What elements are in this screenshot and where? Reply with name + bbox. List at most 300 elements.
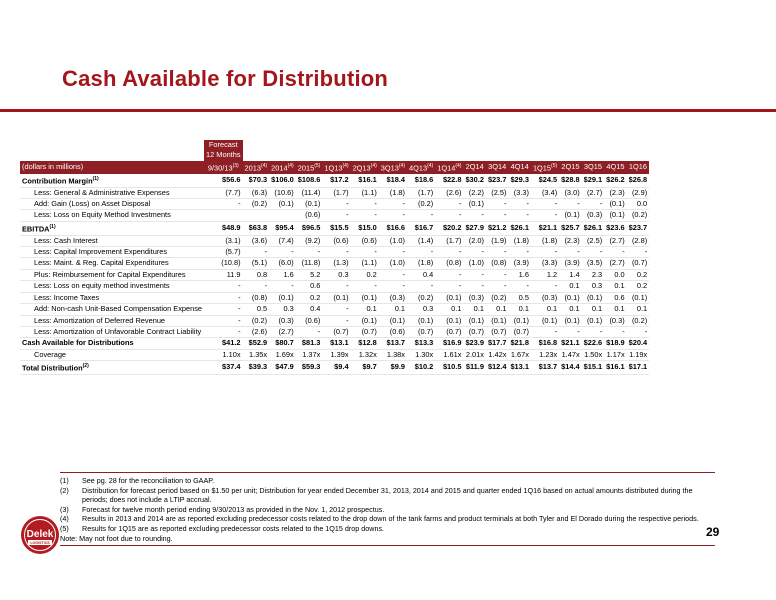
table-cell: (3.1) (204, 235, 243, 246)
table-cell: (0.6) (351, 235, 379, 246)
table-cell: $18.4 (379, 174, 407, 187)
table-row (20, 269, 649, 280)
column-header: 4Q15 (604, 161, 627, 174)
table-cell: - (627, 247, 650, 258)
table-cell: - (204, 315, 243, 326)
table-cell: $10.5 (435, 361, 463, 375)
table-cell: $52.9 (243, 338, 270, 349)
footnotes (60, 472, 715, 546)
table-cell: $48.9 (204, 221, 243, 235)
table-cell: $9.7 (351, 361, 379, 375)
column-header: 1Q13$^{(4)}$ (324, 162, 349, 173)
table-cell: $21.1 (561, 338, 580, 348)
table-cell: (3.4) (531, 187, 559, 198)
column-header: 3Q13$^{(4)}$ (380, 162, 405, 173)
table-cell: $16.9 (435, 338, 463, 349)
table-cell: $26.8 (627, 174, 650, 187)
footnote-item (60, 514, 715, 524)
table-cell: (0.1) (604, 210, 627, 221)
table-cell: (0.1) (463, 198, 486, 209)
table-cell: 2.3 (582, 269, 605, 280)
table-row (20, 349, 649, 360)
table-cell: (2.0) (463, 235, 486, 246)
table-cell: $18.6 (407, 174, 435, 187)
table-cell: 1.47x (559, 349, 582, 360)
table-cell: $10.2 (407, 361, 435, 375)
table-cell: (2.7) (604, 258, 627, 269)
table-cell: $23.7 (486, 174, 509, 187)
table-cell: (0.7) (407, 326, 435, 337)
table-cell: 1.37x (296, 349, 323, 360)
table-cell: (0.1) (407, 315, 435, 326)
footnote-item (60, 505, 715, 515)
forecast-line2: 12 Months (206, 150, 241, 160)
table-cell: 1.69x (269, 349, 296, 360)
table-cell: 0.5 (508, 292, 531, 303)
table-cell: (2.3) (604, 187, 627, 198)
table-cell: - (407, 281, 435, 292)
table-cell: $9.4 (322, 361, 350, 375)
table-cell: (2.7) (582, 187, 605, 198)
table-cell: $27.9 (463, 221, 486, 235)
table-cell: - (435, 210, 463, 221)
table-cell: 0.2 (351, 269, 379, 280)
table-cell: (3.5) (582, 258, 605, 269)
table-cell: (5.7) (204, 247, 243, 258)
table-cell: $21.8 (510, 338, 529, 348)
table-cell: (0.7) (322, 326, 350, 337)
table-cell: 0.1 (463, 304, 486, 315)
table-cell: - (322, 198, 350, 209)
table-cell: (2.7) (269, 326, 296, 337)
table-cell: $15.1 (582, 361, 605, 375)
table-cell: (3.9) (559, 258, 582, 269)
table-cell: (11.8) (296, 258, 323, 269)
table-cell: (2.6) (243, 326, 270, 337)
table-cell: (0.8) (486, 258, 509, 269)
table-cell: (7.4) (269, 235, 296, 246)
table-cell: $12.4 (486, 361, 509, 375)
table-cell: - (531, 210, 559, 221)
table-cell: $13.3 (407, 338, 435, 349)
table-cell: (3.3) (508, 187, 531, 198)
row-label: Less: Maint. & Reg. Capital Expenditures (20, 258, 204, 269)
table-cell: 0.0 (604, 269, 627, 280)
table-cell: $106.0 (269, 174, 296, 187)
table-cell: - (204, 326, 243, 337)
table-cell: $30.2 (463, 174, 486, 187)
table-row (20, 187, 649, 198)
table-cell: $47.9 (269, 361, 296, 375)
table-cell: - (486, 281, 509, 292)
table-cell: - (435, 247, 463, 258)
table-cell: (0.2) (627, 210, 650, 221)
table-cell: (3.0) (559, 187, 582, 198)
table-cell: (0.1) (486, 315, 509, 326)
table-cell: (0.1) (627, 292, 650, 303)
table-cell: - (322, 315, 350, 326)
table-cell: (0.1) (296, 198, 323, 209)
table-row (20, 221, 649, 235)
footnote-text: Results in 2013 and 2014 are as reported excluding predecessor costs related to the drop down of the tank farms and product terminals at both Tyler and El Dorado during the respective periods. (82, 514, 699, 524)
table-cell: $9.9 (379, 361, 407, 375)
table-cell: 0.1 (379, 304, 407, 315)
table-cell: - (379, 247, 407, 258)
table-cell: (0.3) (379, 292, 407, 303)
row-label: Less: Cash Interest (20, 235, 204, 246)
footnote-number: (5) (60, 523, 69, 533)
table-cell: - (351, 247, 379, 258)
footnote-item (60, 486, 715, 505)
table-cell: (0.1) (351, 315, 379, 326)
table-cell: (6.3) (243, 187, 270, 198)
table-cell: $95.4 (269, 221, 296, 235)
table-row (20, 304, 649, 315)
table-cell: 1.67x (508, 349, 531, 360)
table-row (20, 258, 649, 269)
table-cell: - (486, 198, 509, 209)
table-cell: 0.5 (243, 304, 270, 315)
column-header: 4Q14 (508, 161, 531, 174)
table-cell: - (351, 210, 379, 221)
table-cell (269, 210, 296, 221)
table-cell: - (435, 198, 463, 209)
table-cell: $29.3 (508, 174, 531, 187)
table-cell: $25.7 (559, 221, 582, 235)
table-cell: (0.1) (463, 315, 486, 326)
logo-sub: LOGISTICS (30, 541, 50, 545)
table-cell: (1.7) (407, 187, 435, 198)
footnote-number: (2) (60, 485, 69, 495)
table-row (20, 315, 649, 326)
table-cell: - (351, 281, 379, 292)
table-cell: $17.2 (322, 174, 350, 187)
table-cell: $21.2 (486, 221, 509, 235)
table-cell: $96.5 (296, 221, 323, 235)
table-cell: $16.8 (531, 338, 559, 349)
table-cell: - (379, 210, 407, 221)
table-cell: $17.7 (487, 338, 507, 348)
table-cell: 0.2 (296, 292, 323, 303)
table-cell: - (296, 247, 323, 258)
table-cell: (7.7) (204, 187, 243, 198)
table-cell: $13.1 (322, 338, 350, 349)
table-cell: (0.2) (243, 198, 270, 209)
table-cell: 0.2 (627, 281, 650, 292)
table-cell: 1.39x (322, 349, 350, 360)
row-label: Less: Amortization of Unfavorable Contract Liability (20, 326, 204, 337)
table-cell: (1.8) (407, 258, 435, 269)
table-cell: (0.1) (322, 292, 350, 303)
table-cell: $16.1 (604, 361, 627, 375)
row-label: Total Distribution$^{(2)}$ (20, 361, 204, 375)
column-header: 9/30/13$^{(3)}$ (204, 161, 243, 174)
table-cell: - (435, 269, 463, 280)
table-cell: (0.7) (486, 326, 509, 337)
table-cell: (3.9) (508, 258, 531, 269)
row-label: Plus: Reimbursement for Capital Expenditures (20, 269, 204, 280)
column-header: 1Q14$^{(4)}$ (437, 162, 462, 173)
table-cell: (1.1) (351, 258, 379, 269)
table-cell: - (322, 304, 350, 315)
units-label: (dollars in millions) (20, 161, 204, 174)
table-cell: 1.6 (508, 269, 531, 280)
table-cell: - (508, 281, 531, 292)
table-cell: (1.7) (322, 187, 350, 198)
table-cell: $16.6 (379, 221, 407, 235)
table-cell: (10.8) (204, 258, 243, 269)
table-cell: - (486, 247, 509, 258)
table-cell: (1.8) (379, 187, 407, 198)
table-cell: (0.1) (559, 292, 582, 303)
row-label: Cash Available for Distributions (20, 338, 204, 349)
table-cell: 1.30x (407, 349, 435, 360)
table-cell: (0.1) (351, 292, 379, 303)
table-cell: $24.5 (531, 174, 559, 187)
footnote-text: Forecast for twelve month period ending 9/30/2013 as provided in the Nov. 1, 2012 prospectus. (82, 504, 385, 514)
table-cell: (0.1) (582, 315, 605, 326)
table-cell: 2.01x (463, 349, 486, 360)
table-cell: 1.38x (379, 349, 407, 360)
table-cell: - (322, 247, 350, 258)
table-cell: $29.1 (582, 174, 605, 187)
table-cell: $14.4 (559, 361, 582, 375)
table-cell: - (269, 247, 296, 258)
footnote-item (60, 476, 715, 486)
column-header: 2Q15 (559, 161, 582, 174)
table-cell: 0.1 (604, 281, 627, 292)
table-cell: 0.1 (559, 304, 582, 315)
logo-name: Delek (26, 529, 54, 540)
table-row (20, 281, 649, 292)
table-cell: $23.9 (465, 338, 484, 348)
table-cell: - (379, 269, 407, 280)
table-cell: - (243, 247, 270, 258)
table-cell: (0.7) (351, 326, 379, 337)
table-cell: (10.6) (269, 187, 296, 198)
table-cell: 0.1 (435, 304, 463, 315)
table-cell (204, 210, 243, 221)
table-cell: $56.6 (204, 174, 243, 187)
table-cell: (3.3) (531, 258, 559, 269)
table-cell: (2.7) (604, 235, 627, 246)
table-cell: (0.1) (531, 315, 559, 326)
table-cell: 1.2 (531, 269, 559, 280)
row-label: Contribution Margin$^{(1)}$ (20, 174, 204, 187)
table-cell: (0.1) (559, 315, 582, 326)
table-cell: 5.2 (296, 269, 323, 280)
table-cell: 0.3 (407, 304, 435, 315)
table-cell: $39.3 (243, 361, 270, 375)
table-cell: - (435, 281, 463, 292)
column-header: 1Q16 (627, 161, 650, 174)
table-cell: (0.8) (243, 292, 270, 303)
table-cell: (0.1) (435, 292, 463, 303)
table-row (20, 210, 649, 221)
table-cell: $15.5 (322, 221, 350, 235)
table-cell: $17.1 (627, 361, 650, 375)
table-cell: - (243, 281, 270, 292)
table-cell: - (508, 247, 531, 258)
table-cell: $18.9 (606, 338, 625, 348)
page-title: Cash Available for Distribution (62, 66, 389, 91)
table-cell: 1.61x (435, 349, 463, 360)
table-cell: 11.9 (204, 269, 243, 280)
row-label: Less: General & Administrative Expenses (20, 187, 204, 198)
footnote-item (60, 524, 715, 534)
table-cell: (1.8) (508, 235, 531, 246)
column-header: 3Q15 (582, 161, 605, 174)
table-cell: $12.8 (351, 338, 379, 349)
table-cell: (2.9) (627, 187, 650, 198)
table-cell: 1.10x (204, 349, 243, 360)
table-row (20, 326, 649, 337)
distribution-table (20, 140, 649, 375)
table-cell: (0.6) (296, 315, 323, 326)
table-cell: - (627, 326, 650, 337)
table-cell: 1.17x (604, 349, 627, 360)
table-cell: $63.8 (243, 221, 270, 235)
table-cell: 0.1 (531, 304, 559, 315)
footnote-text: Results for 1Q15 are as reported excluding predecessor costs related to the 1Q15 drop downs. (82, 523, 385, 533)
table-cell: 0.1 (351, 304, 379, 315)
table-row (20, 292, 649, 303)
table-cell: (0.2) (407, 292, 435, 303)
table-cell: (6.0) (269, 258, 296, 269)
table-cell: $23.6 (604, 221, 627, 235)
footnote-text: See pg. 28 for the reconciliation to GAAP. (82, 476, 215, 485)
table-cell: (0.1) (379, 315, 407, 326)
table-cell: (11.4) (296, 187, 323, 198)
table-cell: (0.3) (582, 210, 605, 221)
table-cell: $15.0 (351, 221, 379, 235)
table-cell: (0.2) (486, 292, 509, 303)
row-label: Less: Loss on Equity Method Investments (20, 210, 204, 221)
table-cell: - (508, 198, 531, 209)
table-cell: 0.6 (604, 292, 627, 303)
table-cell: - (463, 281, 486, 292)
table-cell: $37.4 (204, 361, 243, 375)
table-cell: 0.3 (269, 304, 296, 315)
table-row (20, 247, 649, 258)
table-cell: (0.1) (435, 315, 463, 326)
table-cell: - (407, 210, 435, 221)
table-cell: (0.3) (531, 292, 559, 303)
table-cell: - (379, 281, 407, 292)
table-cell: - (531, 247, 559, 258)
title-divider (0, 109, 776, 112)
table-cell: - (296, 326, 323, 337)
table-cell: 1.35x (243, 349, 270, 360)
table-cell: (2.5) (582, 235, 605, 246)
forecast-line1: Forecast (208, 140, 238, 149)
table-cell: 1.50x (582, 349, 605, 360)
table-cell: - (407, 247, 435, 258)
table-cell: (0.1) (269, 198, 296, 209)
table-cell: $23.7 (627, 221, 650, 235)
table-cell: - (486, 210, 509, 221)
table-cell: $13.1 (508, 361, 531, 375)
table-cell: 0.4 (296, 304, 323, 315)
delek-logo (20, 515, 60, 555)
table-cell: 1.6 (269, 269, 296, 280)
table-cell: 0.1 (559, 281, 582, 292)
table-cell: (0.8) (435, 258, 463, 269)
table-cell: (9.2) (296, 235, 323, 246)
table-cell: 0.1 (582, 304, 605, 315)
table-cell: (1.0) (379, 235, 407, 246)
table-cell: $16.1 (351, 174, 379, 187)
table-cell: (1.1) (351, 187, 379, 198)
table-cell: (1.7) (435, 235, 463, 246)
table-cell: - (351, 198, 379, 209)
row-label: Add: Gain (Loss) on Asset Disposal (20, 198, 204, 209)
forecast-header (204, 140, 243, 161)
table-cell: (0.3) (604, 315, 627, 326)
table-cell: - (508, 210, 531, 221)
table-cell: - (559, 326, 582, 337)
table-cell: - (604, 326, 627, 337)
table-cell: (2.3) (559, 235, 582, 246)
table-cell: - (486, 269, 509, 280)
table-cell: 0.1 (604, 304, 627, 315)
row-label: Less: Capital Improvement Expenditures (20, 247, 204, 258)
table-cell: (0.1) (508, 315, 531, 326)
row-label: Less: Loss on equity method investments (20, 281, 204, 292)
table-cell: $13.7 (531, 361, 559, 375)
table-cell: $20.4 (628, 338, 648, 348)
table-cell: $21.1 (531, 221, 559, 235)
row-label: EBITDA$^{(1)}$ (20, 221, 204, 235)
table-cell: $13.7 (379, 338, 407, 349)
table-cell: $16.7 (407, 221, 435, 235)
table-cell: (1.4) (407, 235, 435, 246)
table-cell: - (379, 198, 407, 209)
table-cell: 0.4 (407, 269, 435, 280)
column-header: 2013$^{(4)}$ (244, 162, 268, 173)
table-cell: 1.4 (559, 269, 582, 280)
column-header: 2014$^{(4)}$ (269, 161, 296, 174)
footnote-text: Distribution for forecast period based on $1.50 per unit; Distribution for year ended December 31, 2013, 2014 and 2015 and quarter ended 1Q16 based on actual amounts distributed during the periods; does not include a LTIP accrual. (82, 485, 693, 505)
table-cell: (1.9) (486, 235, 509, 246)
footnote-number: (3) (60, 504, 69, 514)
table-cell: - (463, 210, 486, 221)
table-cell: $59.3 (296, 361, 323, 375)
table-cell: - (582, 198, 605, 209)
table-cell: (3.6) (243, 235, 270, 246)
table-cell: $41.2 (204, 338, 243, 349)
table-cell (243, 210, 270, 221)
table-cell: - (204, 281, 243, 292)
table-cell: - (322, 210, 350, 221)
table-cell: - (604, 247, 627, 258)
column-header: 3Q14 (486, 161, 509, 174)
table-cell: - (463, 269, 486, 280)
table-row (20, 338, 649, 349)
table-cell: - (559, 247, 582, 258)
table-cell: (0.7) (463, 326, 486, 337)
table-cell: $22.6 (583, 338, 603, 348)
table-cell: $81.3 (296, 338, 323, 349)
table-cell: (2.8) (627, 235, 650, 246)
column-header: 2Q14 (463, 161, 486, 174)
table-cell: (0.7) (508, 326, 531, 337)
table-cell: - (531, 198, 559, 209)
table-cell: - (582, 247, 605, 258)
table-cell: (0.3) (463, 292, 486, 303)
table-cell: (2.2) (463, 187, 486, 198)
table-cell: - (204, 304, 243, 315)
